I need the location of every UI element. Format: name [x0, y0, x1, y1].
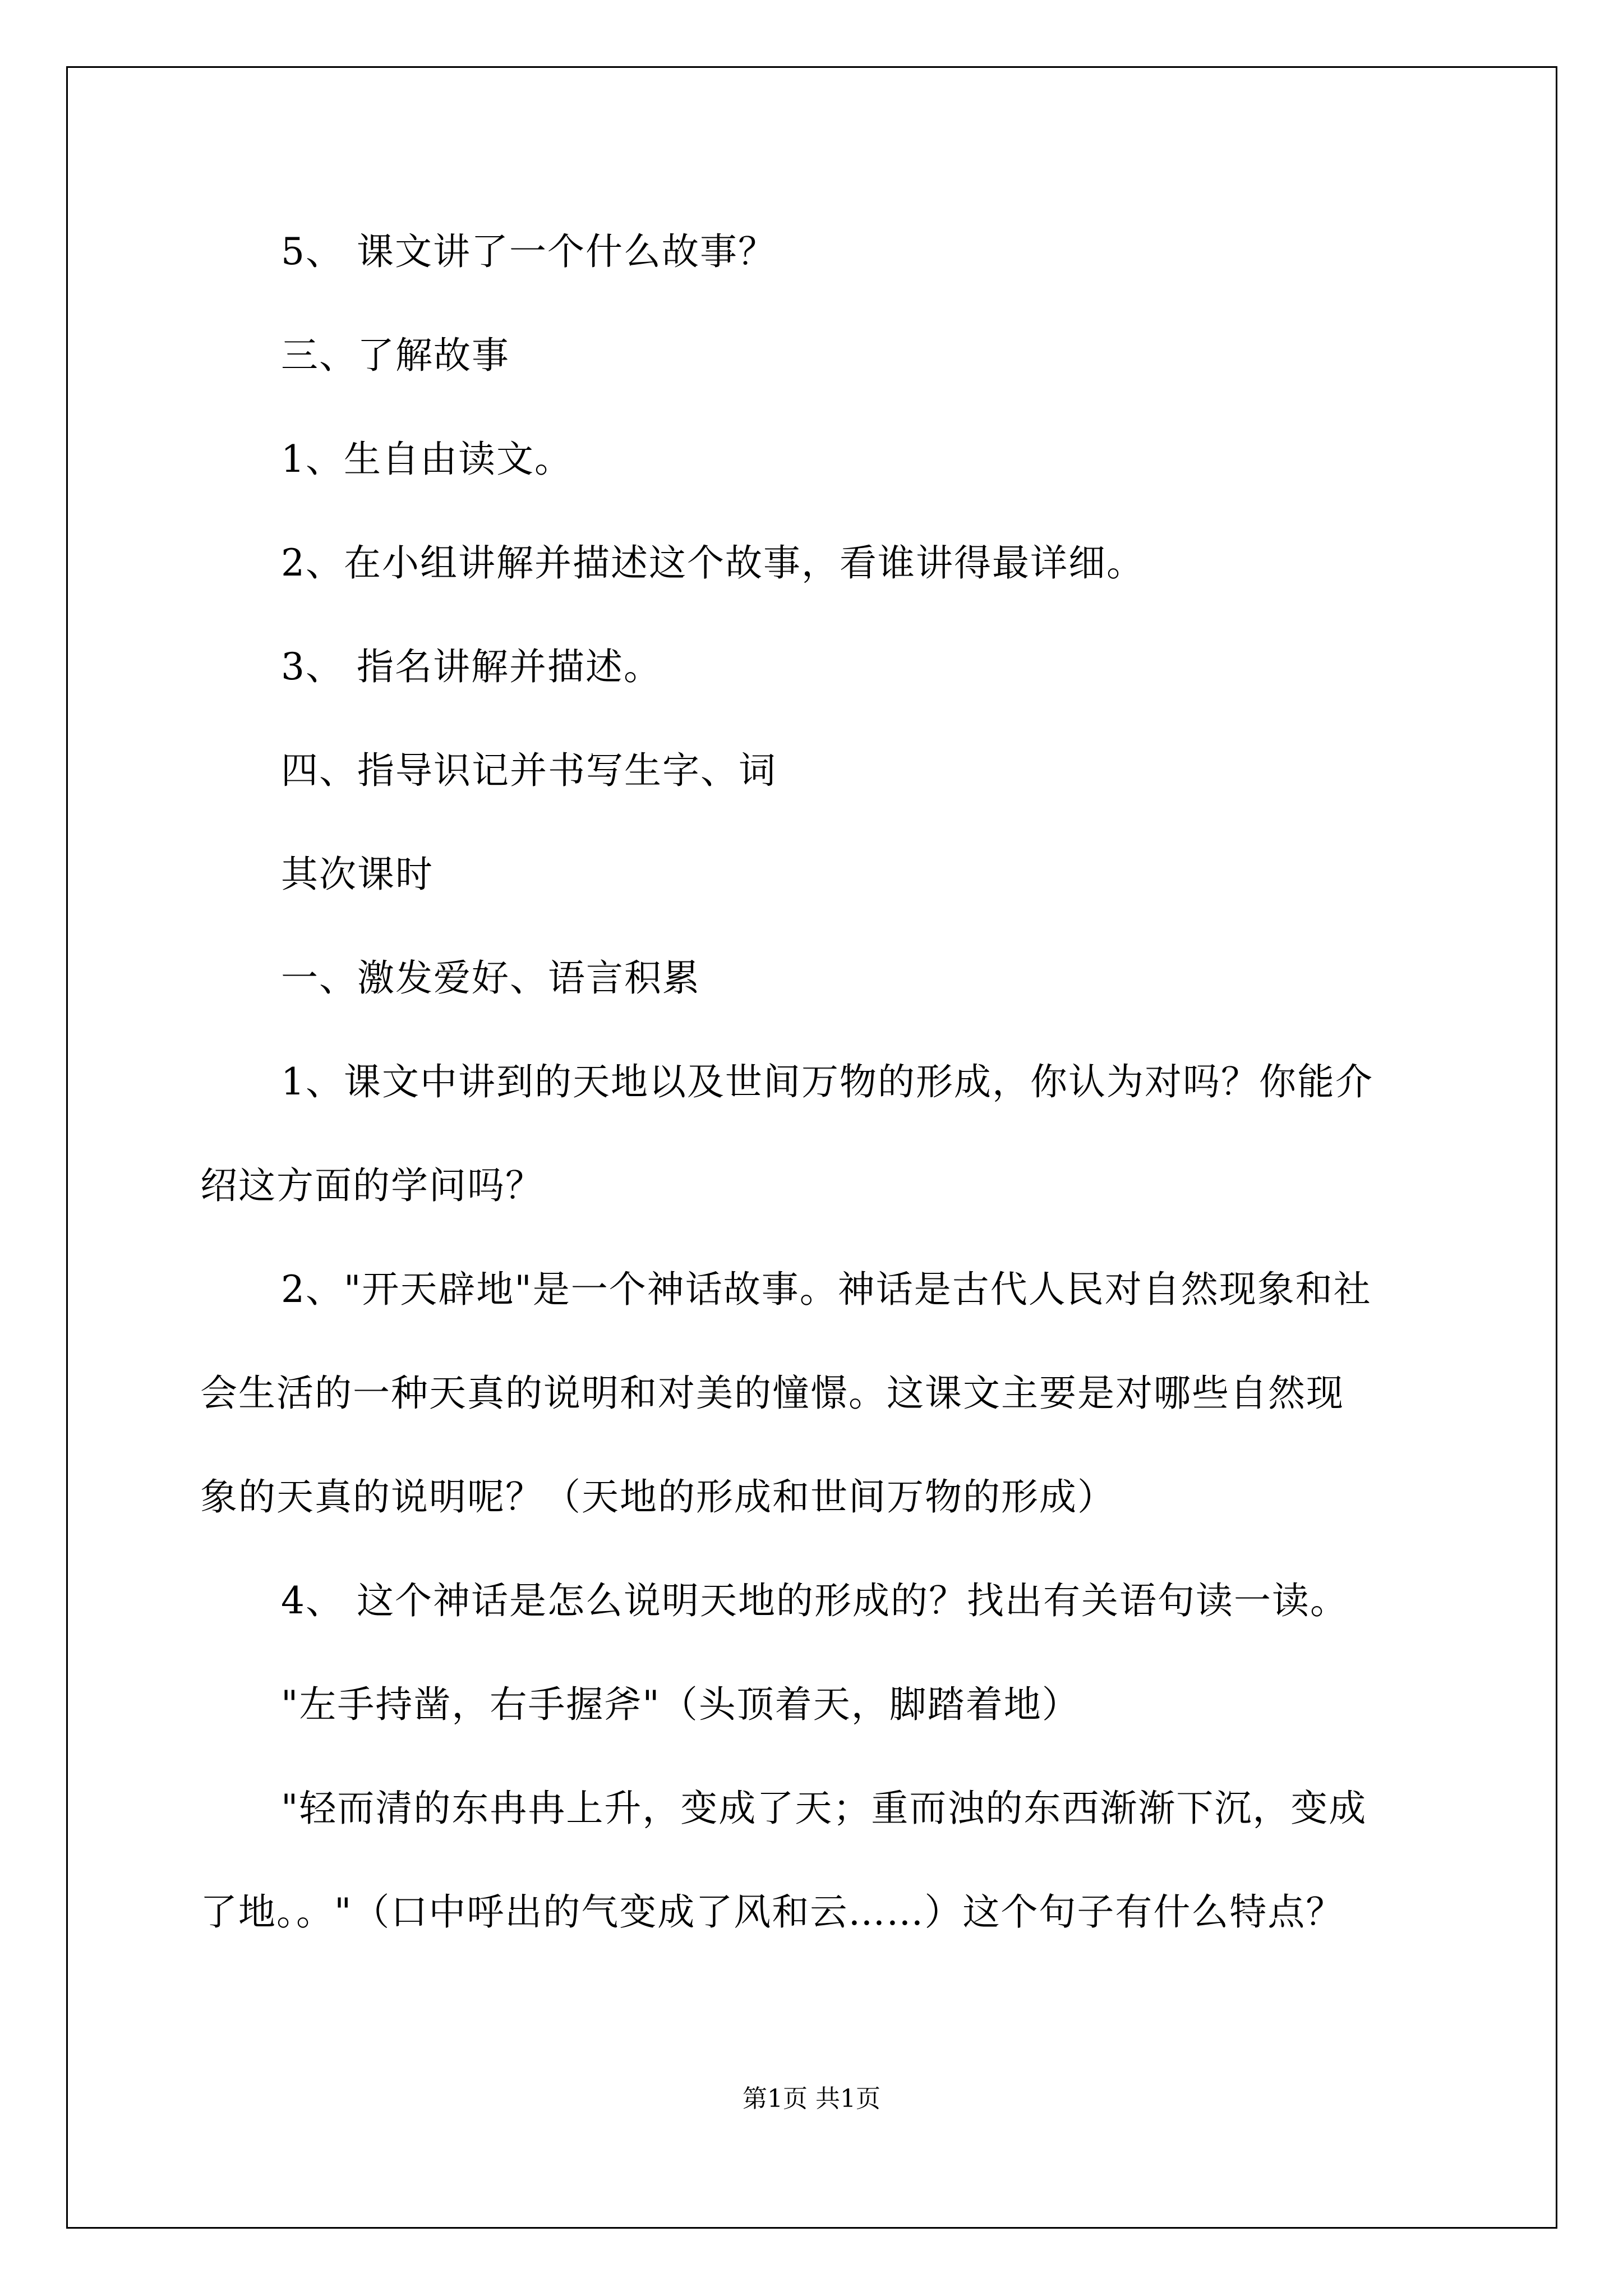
- paragraph-line: 象的天真的说明呢？（天地的形成和世间万物的形成）: [200, 1475, 1115, 1519]
- paragraph-line: 5、 课文讲了一个什么故事？: [281, 230, 776, 273]
- paragraph-line: 会生活的一种天真的说明和对美的憧憬。这课文主要是对哪些自然现: [200, 1372, 1344, 1415]
- paragraph-line: 2、在小组讲解并描述这个故事，看谁讲得最详细。: [281, 541, 1145, 585]
- page-number: 第1页 共1页: [743, 2085, 880, 2113]
- section-heading: 四、指导识记并书写生字、词: [281, 749, 777, 792]
- paragraph-line: 3、 指名讲解并描述。: [281, 645, 662, 688]
- section-heading: 一、激发爱好、语言积累: [281, 956, 700, 1000]
- paragraph-line: 1、生自由读文。: [281, 438, 573, 481]
- paragraph-line: 2、"开天辟地"是一个神话故事。神话是古代人民对自然现象和社: [281, 1268, 1372, 1311]
- paragraph-line: 绍这方面的学问吗？: [200, 1164, 543, 1207]
- paragraph-line: 1、课文中讲到的天地以及世间万物的形成，你认为对吗？你能介: [281, 1060, 1373, 1103]
- paragraph-line: "轻而清的东冉冉上升，变成了天；重而浊的东西渐渐下沉，变成: [281, 1787, 1367, 1830]
- paragraph-line: 了地。。"（口中呼出的气变成了风和云……）这个句子有什么特点？: [200, 1890, 1344, 1934]
- section-heading: 三、了解故事: [281, 334, 510, 377]
- section-heading: 其次课时: [281, 853, 434, 896]
- paragraph-line: 4、 这个神话是怎么说明天地的形成的？找出有关语句读一读。: [281, 1579, 1348, 1622]
- paragraph-line: "左手持凿，右手握斧"（头顶着天，脚踏着地）: [281, 1683, 1080, 1726]
